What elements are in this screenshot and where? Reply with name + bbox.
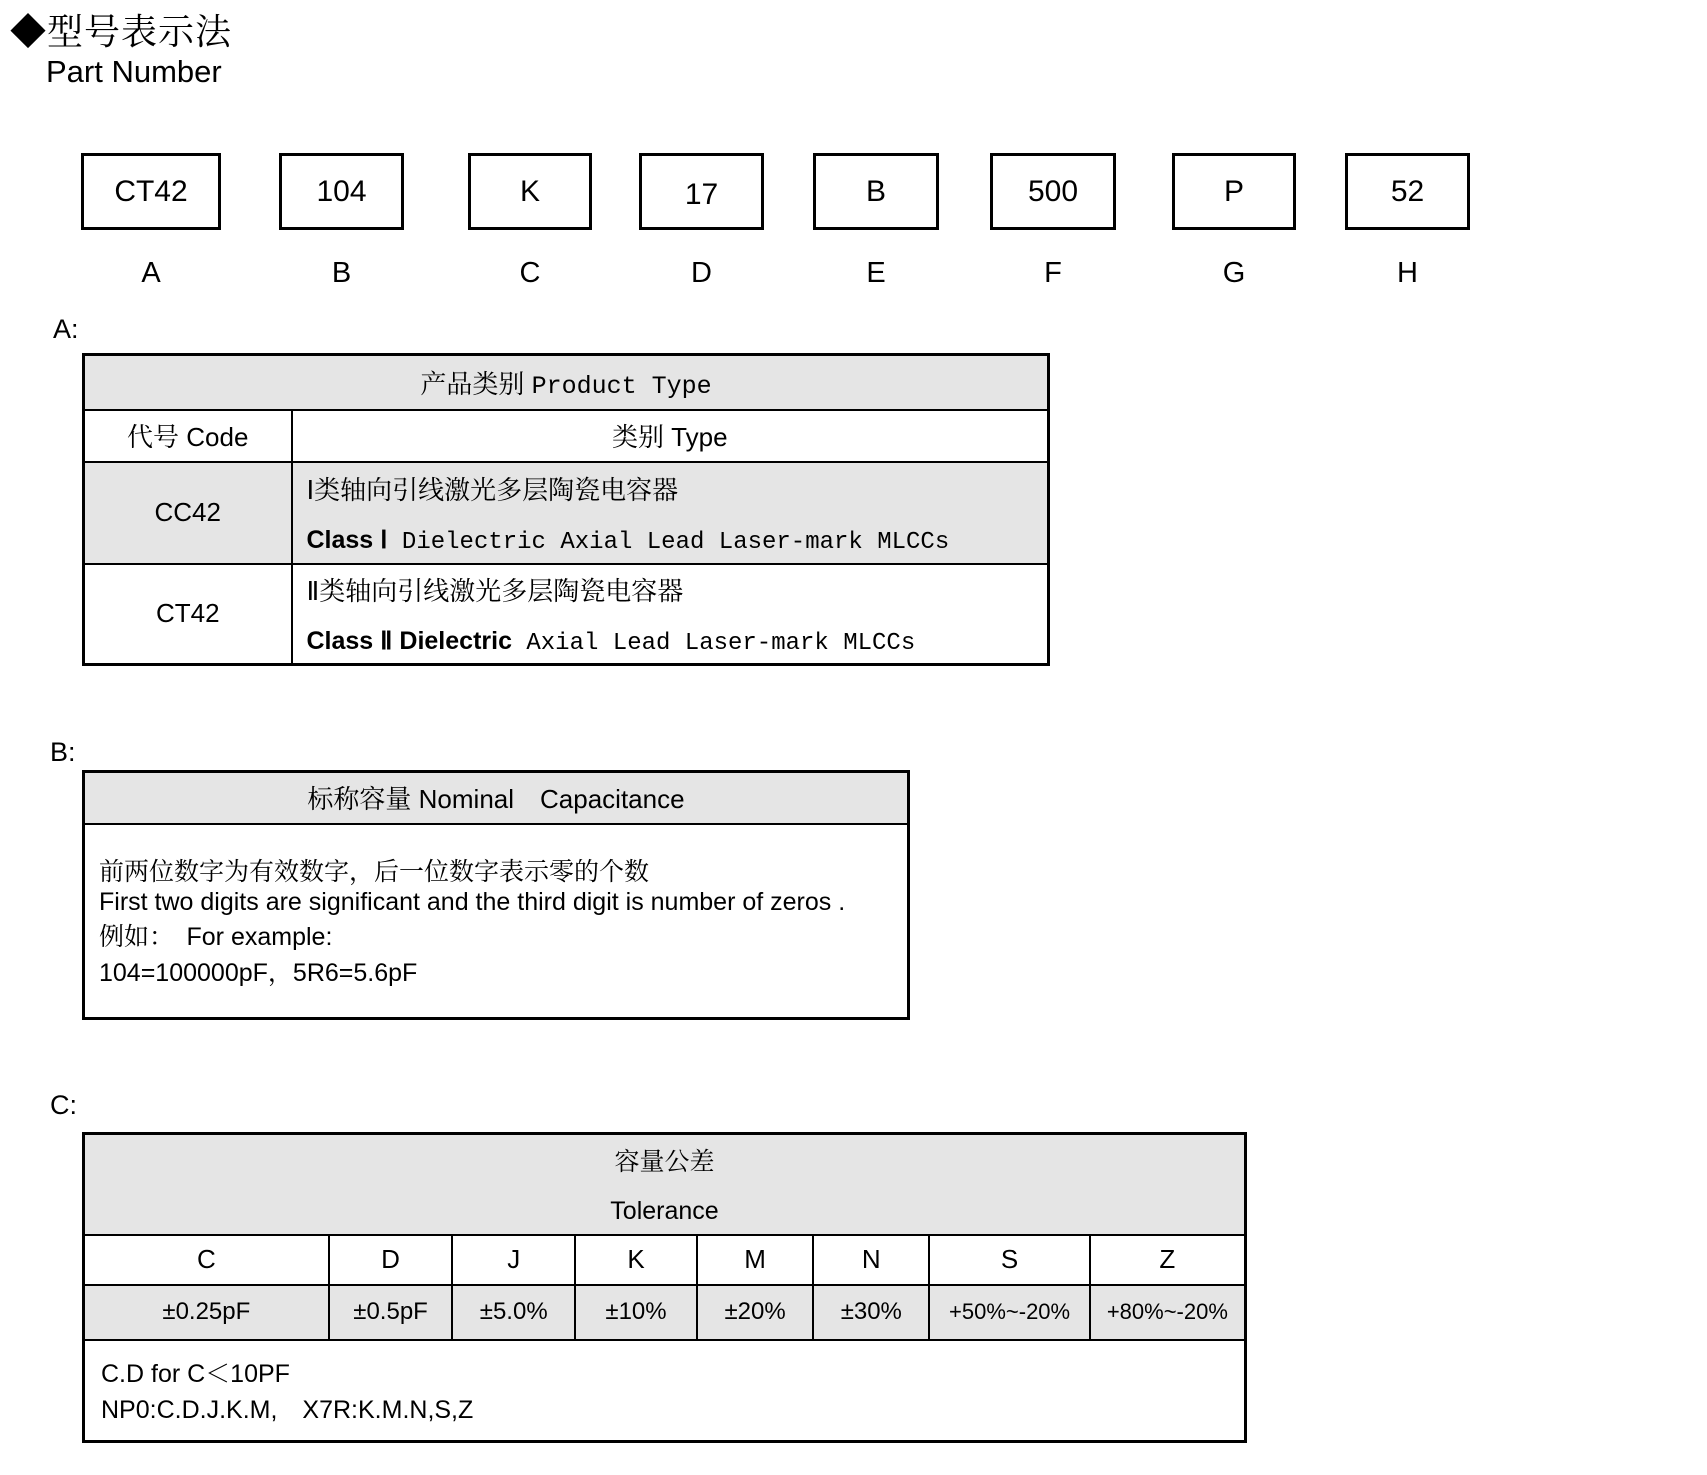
part-code-letter: B	[331, 257, 352, 289]
type-desc-cn: Ⅱ类轴向引线激光多层陶瓷电容器	[306, 575, 684, 606]
part-code-box-a	[81, 153, 221, 290]
part-code-letter: D	[691, 257, 712, 289]
tolerance-value: ±10%	[575, 1285, 697, 1340]
part-code-box-h	[1345, 153, 1470, 290]
tolerance-value: +50%~-20%	[929, 1285, 1089, 1340]
part-code-letter: A	[141, 257, 161, 289]
part-code-value: B	[813, 153, 939, 230]
page-title-chinese: ◆型号表示法	[10, 11, 233, 52]
capacitance-example-label: 例如： For example:	[99, 923, 333, 952]
capacitance-rule-en: First two digits are significant and the third digit is number of zeros .	[99, 888, 846, 917]
product-type-title-cn: 产品类别	[420, 368, 525, 399]
part-code-letter: G	[1222, 257, 1246, 289]
part-code-box-g	[1172, 153, 1296, 290]
part-code-box-d	[639, 153, 764, 290]
code-cell-ct42: CT42	[84, 564, 292, 665]
product-type-table	[82, 353, 1050, 666]
column-header-type: 类别 Type	[292, 410, 1049, 462]
tolerance-value: ±30%	[813, 1285, 929, 1340]
type-desc-cn: Ⅰ类轴向引线激光多层陶瓷电容器	[306, 474, 679, 505]
tolerance-value: ±0.25pF	[84, 1285, 329, 1340]
part-code-letter: E	[866, 257, 886, 289]
part-code-letter: C	[519, 257, 541, 289]
tolerance-note-cd: C.D for C＜10PF	[101, 1360, 290, 1389]
type-desc-en: Class Ⅰ Dielectric Axial Lead Laser-mark MLCCs	[306, 525, 950, 556]
tolerance-title-en: Tolerance	[610, 1197, 719, 1226]
part-code-value: 52	[1345, 153, 1470, 230]
tolerance-code: S	[929, 1235, 1089, 1285]
capacitance-rule-cn: 前两位数字为有效数字，后一位数字表示零的个数	[99, 858, 650, 887]
part-code-box-f	[990, 153, 1116, 290]
nominal-capacitance-table	[82, 770, 910, 1020]
tolerance-code: Z	[1090, 1235, 1246, 1285]
section-b-label: B:	[50, 737, 76, 767]
part-code-letter: H	[1397, 257, 1418, 289]
nominal-capacitance-body	[84, 824, 909, 1019]
type-cell-cc42	[292, 462, 1049, 564]
tolerance-code: C	[84, 1235, 329, 1285]
code-cell-cc42: CC42	[84, 462, 292, 564]
part-code-box-b	[279, 153, 404, 290]
part-code-letter: F	[1044, 257, 1062, 289]
section-c-label: C:	[50, 1090, 77, 1120]
tolerance-value: ±5.0%	[452, 1285, 575, 1340]
part-code-value: 104	[279, 153, 404, 230]
column-header-code: 代号 Code	[84, 410, 292, 462]
section-a-label: A:	[53, 314, 79, 344]
page-title-english: Part Number	[46, 54, 222, 89]
part-code-value: CT42	[81, 153, 221, 230]
tolerance-value: ±0.5pF	[329, 1285, 453, 1340]
tolerance-table	[82, 1132, 1247, 1443]
part-code-value: P	[1172, 153, 1296, 230]
type-desc-en: Class Ⅱ Dielectric Axial Lead Laser-mark MLCCs	[306, 626, 916, 657]
part-code-box-c	[468, 153, 592, 290]
tolerance-title-cn: 容量公差	[614, 1148, 715, 1177]
product-type-title-en: Product Type	[531, 371, 712, 401]
tolerance-code: D	[329, 1235, 453, 1285]
capacitance-example-values: 104=100000pF，5R6=5.6pF	[99, 959, 418, 988]
tolerance-code: M	[697, 1235, 813, 1285]
tolerance-note-dielectric: NP0:C.D.J.K.M, X7R:K.M.N,S,Z	[101, 1396, 474, 1425]
tolerance-notes-cell	[84, 1340, 1246, 1442]
nominal-capacitance-title: 标称容量 Nominal Capacitance	[84, 772, 909, 824]
tolerance-value: ±20%	[697, 1285, 813, 1340]
part-code-box-e	[813, 153, 939, 290]
tolerance-value: +80%~-20%	[1090, 1285, 1246, 1340]
tolerance-table-title	[84, 1134, 1246, 1235]
type-cell-ct42	[292, 564, 1049, 665]
part-code-value: 500	[990, 153, 1116, 230]
tolerance-code: J	[452, 1235, 575, 1285]
product-type-table-title	[84, 355, 1049, 410]
part-code-value: 17	[639, 153, 764, 230]
part-code-value: K	[468, 153, 592, 230]
tolerance-code: N	[813, 1235, 929, 1285]
tolerance-code: K	[575, 1235, 697, 1285]
